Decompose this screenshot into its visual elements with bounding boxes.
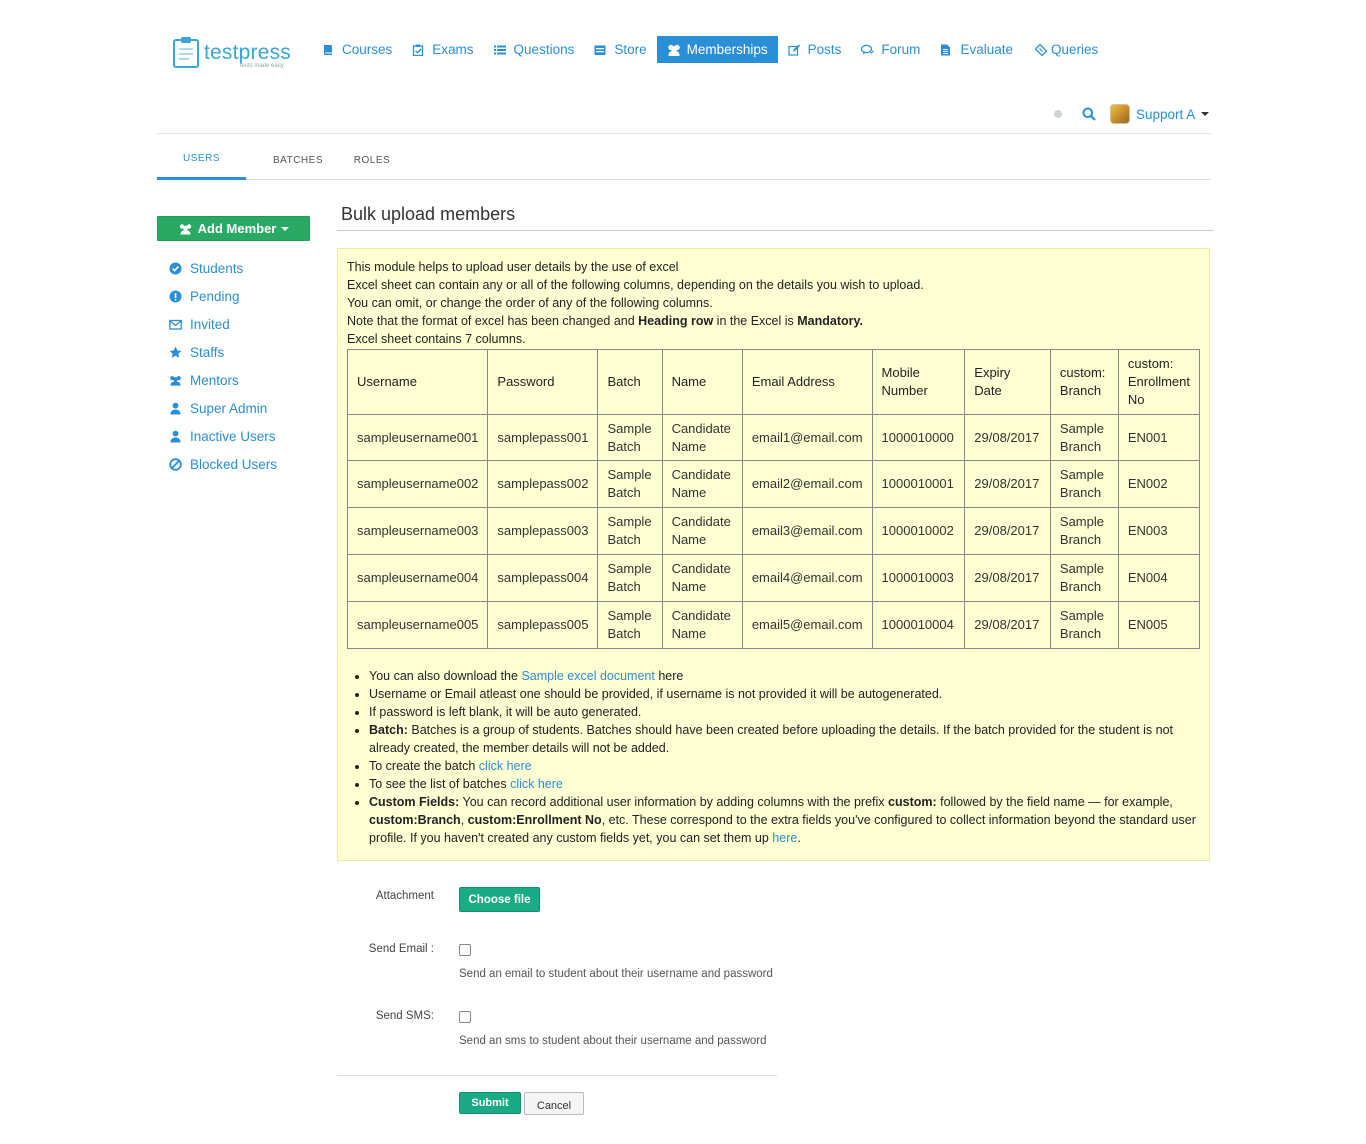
add-member-label: Add Member <box>197 221 277 236</box>
sidebar-item-mentors[interactable] <box>169 366 277 394</box>
exclamation-circle-icon <box>169 290 182 303</box>
main-nav <box>312 36 1108 64</box>
nav-exams[interactable] <box>402 36 483 63</box>
cell-expiry: 29/08/2017 <box>965 602 1051 649</box>
table-row <box>348 555 1200 602</box>
brand-tagline: tests made easy <box>240 63 284 69</box>
sidebar-item-inactive-users[interactable] <box>169 422 277 450</box>
sidebar-item-label: Super Admin <box>190 400 268 416</box>
cell-username: sampleusername001 <box>348 415 488 461</box>
brand-logo[interactable] <box>172 36 291 68</box>
store-icon <box>594 44 606 56</box>
cell-branch: Sample Branch <box>1050 461 1118 508</box>
send-sms-help: Send an sms to student about their username and password <box>459 1035 767 1047</box>
list-item: • Username or Email atleast one should be provided, if username is not provided it will be autogenerated. <box>369 685 1200 703</box>
users-icon <box>667 44 679 56</box>
cell-name: Candidate Name <box>662 461 742 508</box>
list-item: • To create the batch click here <box>369 757 1200 775</box>
column-header: Username <box>348 350 488 415</box>
cell-branch: Sample Branch <box>1050 508 1118 555</box>
search-icon[interactable] <box>1082 107 1096 121</box>
cell-enrollment: EN005 <box>1118 602 1199 649</box>
clipboard-logo-icon <box>172 36 200 68</box>
sidebar-item-staffs[interactable] <box>169 338 277 366</box>
cell-password: samplepass002 <box>488 461 598 508</box>
users-icon <box>169 374 182 387</box>
sidebar-item-blocked-users[interactable] <box>169 450 277 478</box>
list-item: • Custom Fields: You can record additional user information by adding columns with the prefix custom: followed by the field name — for example, custom:Branch, custom:Enrollment No, etc. These correspond to the extra fields you've configured to collect information beyond the standard user profile. If you haven't created any custom fields yet, you can set them up here. <box>369 793 1200 847</box>
nav-questions[interactable] <box>484 36 585 63</box>
check-circle-icon <box>169 262 182 275</box>
users-icon <box>178 223 193 235</box>
cell-batch: Sample Batch <box>598 415 662 461</box>
table-row <box>348 508 1200 555</box>
cancel-button[interactable]: Cancel <box>524 1092 584 1115</box>
nav-forum-label: Forum <box>881 42 921 57</box>
tab-batches[interactable]: BATCHES <box>273 154 323 166</box>
book-icon <box>322 44 334 56</box>
note-text: Note that the format of excel has been changed and <box>347 314 639 328</box>
nav-store-label: Store <box>614 42 647 57</box>
nav-memberships-label: Memberships <box>686 42 768 57</box>
cell-name: Candidate Name <box>662 508 742 555</box>
table-row <box>348 415 1200 461</box>
ticket-icon <box>1035 44 1047 56</box>
cell-enrollment: EN003 <box>1118 508 1199 555</box>
send-email-checkbox[interactable] <box>459 944 471 956</box>
list-batches-link[interactable]: click here <box>510 777 563 791</box>
cell-branch: Sample Branch <box>1050 602 1118 649</box>
attachment-label: Attachment <box>375 890 434 902</box>
sidebar-item-label: Inactive Users <box>190 428 276 444</box>
sidebar-item-students[interactable] <box>169 254 277 282</box>
cell-email: email4@email.com <box>742 555 872 602</box>
cell-batch: Sample Batch <box>598 461 662 508</box>
sidebar-item-super-admin[interactable] <box>169 394 277 422</box>
list-item: • If password is left blank, it will be auto generated. <box>369 703 1200 721</box>
nav-store[interactable] <box>584 36 656 63</box>
nav-evaluate[interactable] <box>930 36 1023 63</box>
note-text: in the Excel is <box>713 314 798 328</box>
table-row <box>348 461 1200 508</box>
sidebar-item-label: Students <box>190 260 244 276</box>
cell-email: email5@email.com <box>742 602 872 649</box>
cell-name: Candidate Name <box>662 415 742 461</box>
sidebar-item-label: Blocked Users <box>190 456 278 472</box>
column-header: Mobile Number <box>872 350 965 415</box>
cell-branch: Sample Branch <box>1050 415 1118 461</box>
sidebar-item-label: Invited <box>190 316 230 332</box>
membership-tabs <box>157 140 1211 180</box>
cell-password: samplepass003 <box>488 508 598 555</box>
cell-username: sampleusername005 <box>348 602 488 649</box>
form-divider <box>337 1075 777 1076</box>
cell-name: Candidate Name <box>662 555 742 602</box>
tab-roles[interactable]: ROLES <box>353 154 391 166</box>
table-row <box>348 602 1200 649</box>
send-sms-label: Send SMS: <box>375 1010 434 1022</box>
cell-mobile: 1000010000 <box>872 415 965 461</box>
sample-excel-link[interactable]: Sample excel document <box>521 669 655 683</box>
cell-enrollment: EN004 <box>1118 555 1199 602</box>
user-menu-name[interactable]: Support A <box>1136 106 1196 122</box>
custom-fields-link[interactable]: here <box>772 831 798 845</box>
cell-username: sampleusername004 <box>348 555 488 602</box>
intro-line: Excel sheet can contain any or all of the following columns, depending on the details you wish to upload. <box>347 278 924 292</box>
submit-button[interactable]: Submit <box>459 1092 521 1114</box>
sidebar-item-label: Pending <box>190 288 240 304</box>
cell-batch: Sample Batch <box>598 602 662 649</box>
tab-users[interactable]: USERS <box>157 140 246 180</box>
page-title: Bulk upload members <box>341 204 516 224</box>
choose-file-button[interactable]: Choose file <box>459 887 540 912</box>
column-header: custom: Enrollment No <box>1118 350 1199 415</box>
cell-mobile: 1000010004 <box>872 602 965 649</box>
list-item: • You can also download the Sample excel document here <box>369 667 1200 685</box>
cell-expiry: 29/08/2017 <box>965 461 1051 508</box>
column-header: custom: Branch <box>1050 350 1118 415</box>
send-email-label: Send Email : <box>368 943 434 955</box>
nav-exams-label: Exams <box>432 42 474 57</box>
caret-down-icon[interactable] <box>1201 112 1209 116</box>
cell-mobile: 1000010002 <box>872 508 965 555</box>
intro-line: You can omit, or change the order of any of the following columns. <box>347 296 713 310</box>
header-divider <box>157 133 1211 134</box>
send-email-help: Send an email to student about their username and password <box>459 968 773 980</box>
document-icon <box>940 44 952 56</box>
user-bar <box>1054 103 1209 125</box>
envelope-icon <box>169 318 182 331</box>
nav-posts-label: Posts <box>807 42 842 57</box>
columns-line: Excel sheet contains 7 columns. <box>347 332 526 346</box>
notification-dot[interactable] <box>1054 110 1062 118</box>
comments-icon <box>861 44 873 56</box>
title-divider <box>337 230 1214 231</box>
column-header: Expiry Date <box>965 350 1051 415</box>
cell-password: samplepass004 <box>488 555 598 602</box>
format-note <box>347 312 1200 330</box>
cell-email: email3@email.com <box>742 508 872 555</box>
nav-evaluate-label: Evaluate <box>960 42 1013 57</box>
sidebar-item-invited[interactable] <box>169 310 277 338</box>
avatar[interactable] <box>1110 104 1130 124</box>
list-item: • Batch: Batches is a group of students. Batches should have been created before uploading the details. If the batch provided for the student is not already created, the member details will not be added. <box>369 721 1200 757</box>
column-header: Password <box>488 350 598 415</box>
column-header: Email Address <box>742 350 872 415</box>
nav-memberships[interactable] <box>657 36 778 63</box>
sidebar-menu <box>169 254 277 478</box>
user-icon <box>169 402 182 415</box>
edit-icon <box>788 44 800 56</box>
cell-batch: Sample Batch <box>598 508 662 555</box>
note-bold: Heading row <box>638 314 714 328</box>
star-icon <box>169 346 182 359</box>
nav-queries-label: Queries <box>1050 42 1099 57</box>
cell-expiry: 29/08/2017 <box>965 555 1051 602</box>
cell-expiry: 29/08/2017 <box>965 508 1051 555</box>
sample-format-table <box>347 349 1200 649</box>
upload-notes <box>347 667 1200 847</box>
cell-mobile: 1000010003 <box>872 555 965 602</box>
cell-email: email1@email.com <box>742 415 872 461</box>
sidebar-item-pending[interactable] <box>169 282 277 310</box>
list-item: • To see the list of batches click here <box>369 775 1200 793</box>
ban-icon <box>169 458 182 471</box>
column-header: Batch <box>598 350 662 415</box>
add-member-button[interactable] <box>157 216 310 241</box>
list-icon <box>494 44 506 56</box>
checklist-icon <box>412 44 424 56</box>
nav-courses[interactable] <box>312 36 402 63</box>
sidebar-item-label: Mentors <box>190 372 239 388</box>
cell-username: sampleusername003 <box>348 508 488 555</box>
cell-batch: Sample Batch <box>598 555 662 602</box>
nav-posts[interactable] <box>778 36 852 63</box>
intro-line: This module helps to upload user details by the use of excel <box>347 260 679 274</box>
cell-password: samplepass005 <box>488 602 598 649</box>
note-bold: Mandatory. <box>797 314 864 328</box>
nav-questions-label: Questions <box>513 42 575 57</box>
nav-forum[interactable] <box>851 36 930 63</box>
user-icon <box>169 430 182 443</box>
cell-enrollment: EN001 <box>1118 415 1199 461</box>
upload-instructions <box>337 248 1210 861</box>
cell-name: Candidate Name <box>662 602 742 649</box>
cell-branch: Sample Branch <box>1050 555 1118 602</box>
sidebar-item-label: Staffs <box>190 344 225 360</box>
column-header: Name <box>662 350 742 415</box>
nav-courses-label: Courses <box>342 42 393 57</box>
cell-expiry: 29/08/2017 <box>965 415 1051 461</box>
cell-mobile: 1000010001 <box>872 461 965 508</box>
cell-username: sampleusername002 <box>348 461 488 508</box>
brand-name: testpress <box>204 40 291 64</box>
create-batch-link[interactable]: click here <box>478 759 532 773</box>
table-header-row <box>348 350 1200 415</box>
cell-enrollment: EN002 <box>1118 461 1199 508</box>
nav-queries[interactable] <box>1023 36 1108 63</box>
caret-down-icon <box>281 227 289 231</box>
cell-email: email2@email.com <box>742 461 872 508</box>
send-sms-checkbox[interactable] <box>459 1011 471 1023</box>
cell-password: samplepass001 <box>488 415 598 461</box>
